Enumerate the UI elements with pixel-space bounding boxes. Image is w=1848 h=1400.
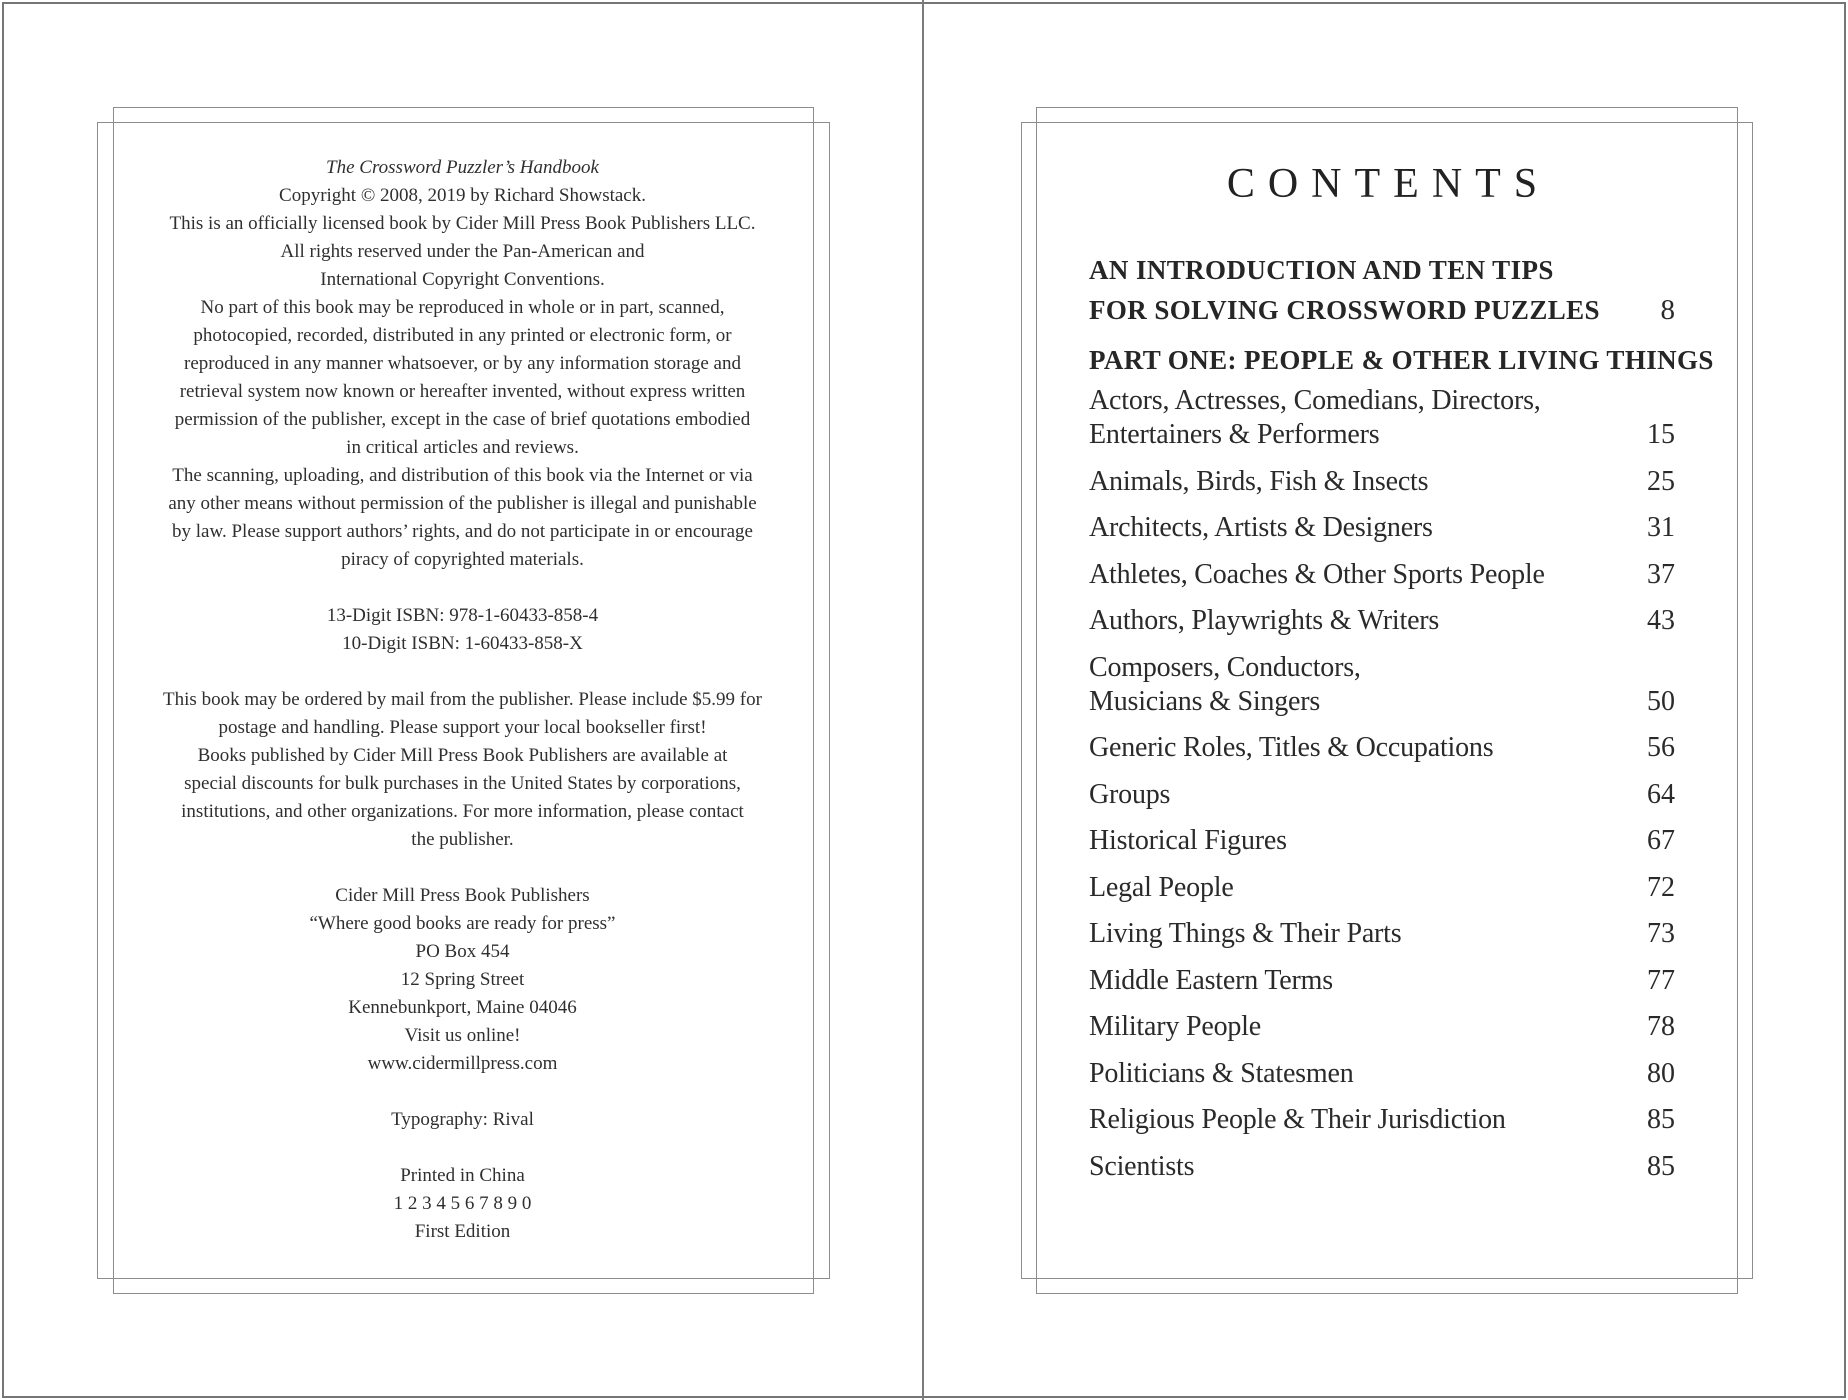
toc-entry xyxy=(1089,871,1675,905)
toc-entry xyxy=(1089,465,1675,499)
rights-line: International Copyright Conventions. xyxy=(320,269,605,290)
blank-line xyxy=(97,1078,828,1106)
toc-entry xyxy=(1089,558,1675,592)
toc-entry-title: Actors, Actresses, Comedians, Directors, xyxy=(1089,385,1541,416)
isbn-10: 10-Digit ISBN: 1-60433-858-X xyxy=(342,633,583,654)
toc-entry-title: Athletes, Coaches & Other Sports People xyxy=(1089,558,1545,590)
toc-entry-title: Religious People & Their Jurisdiction xyxy=(1089,1104,1506,1135)
toc-entry-title: Military People xyxy=(1089,1011,1261,1042)
contents-page xyxy=(1089,0,1714,1400)
visit-online-line: Visit us online! xyxy=(404,1025,521,1046)
copyright-page xyxy=(97,154,828,1246)
reproduction-notice-line: in critical articles and reviews. xyxy=(346,437,579,458)
isbn-13: 13-Digit ISBN: 978-1-60433-858-4 xyxy=(326,605,599,626)
piracy-notice-line: by law. Please support authors’ rights, and do not participate in or encourage xyxy=(172,521,753,542)
toc-entry xyxy=(1089,1057,1675,1091)
toc-page-number: 85 xyxy=(1647,1104,1675,1135)
toc-entry-title: Architects, Artists & Designers xyxy=(1089,512,1433,543)
toc-entry-title: Generic Roles, Titles & Occupations xyxy=(1089,732,1494,763)
toc-entry xyxy=(1089,964,1675,998)
toc-page-number: 31 xyxy=(1647,512,1675,543)
toc-page-number: 72 xyxy=(1647,871,1675,903)
toc-page-number: 15 xyxy=(1647,419,1675,450)
toc-entry xyxy=(1089,1010,1675,1044)
toc-entry xyxy=(1089,1150,1675,1184)
reproduction-notice-line: No part of this book may be reproduced in whole or in part, scanned, xyxy=(200,297,725,318)
reproduction-notice-line: retrieval system now known or hereafter invented, without express written xyxy=(179,381,746,402)
copyright-line: Copyright © 2008, 2019 by Richard Showstack. xyxy=(279,185,646,206)
edition-line: First Edition xyxy=(414,1221,511,1242)
printed-in-line: Printed in China xyxy=(400,1165,525,1186)
publisher-motto: “Where good books are ready for press” xyxy=(309,913,616,934)
toc-intro-line: FOR SOLVING CROSSWORD PUZZLES xyxy=(1089,295,1600,325)
publisher-po-box: PO Box 454 xyxy=(415,941,510,962)
toc-intro-entry xyxy=(1089,250,1675,330)
toc-entry-title: Entertainers & Performers xyxy=(1089,419,1380,450)
blank-line xyxy=(97,854,828,882)
toc-page-number: 8 xyxy=(1660,294,1675,326)
piracy-notice-line: any other means without permission of the publisher is illegal and punishable xyxy=(168,493,757,514)
toc-page-number: 67 xyxy=(1647,825,1675,856)
publisher-name: Cider Mill Press Book Publishers xyxy=(335,885,590,906)
typography-credit: Typography: Rival xyxy=(391,1109,534,1130)
toc-entry xyxy=(1089,1103,1675,1137)
toc-page-number: 25 xyxy=(1647,465,1675,497)
piracy-notice-line: piracy of copyrighted materials. xyxy=(341,549,584,570)
toc-entry-title: Politicians & Statesmen xyxy=(1089,1057,1354,1089)
toc-entry-title: Composers, Conductors, xyxy=(1089,651,1361,683)
toc-entry-title: Scientists xyxy=(1089,1150,1195,1182)
bulk-discount-line: institutions, and other organizations. For more information, please contact xyxy=(181,801,744,822)
toc-page-number: 78 xyxy=(1647,1011,1675,1042)
part-one-heading: PART ONE: PEOPLE & OTHER LIVING THINGS xyxy=(1089,345,1714,375)
toc-entry-title: Living Things & Their Parts xyxy=(1089,918,1402,949)
toc-entry-title: Legal People xyxy=(1089,871,1234,903)
toc-entry-title: Animals, Birds, Fish & Insects xyxy=(1089,465,1429,497)
book-title: The Crossword Puzzler’s Handbook xyxy=(326,157,599,178)
toc-entry-title: Historical Figures xyxy=(1089,825,1287,856)
reproduction-notice-line: permission of the publisher, except in the case of brief quotations embodied xyxy=(174,409,751,430)
ordering-info-line: This book may be ordered by mail from the publisher. Please include $5.99 for xyxy=(163,689,762,710)
blank-line xyxy=(97,574,828,602)
ordering-info-line: postage and handling. Please support your local bookseller first! xyxy=(218,717,707,738)
license-line: This is an officially licensed book by Cider Mill Press Book Publishers LLC. xyxy=(169,213,756,234)
blank-line xyxy=(97,1134,828,1162)
toc-page-number: 85 xyxy=(1647,1150,1675,1182)
bulk-discount-line: special discounts for bulk purchases in the United States by corporations, xyxy=(184,773,741,794)
toc-page-number: 80 xyxy=(1647,1057,1675,1089)
rights-line: All rights reserved under the Pan-American and xyxy=(280,241,645,262)
toc-entry xyxy=(1089,731,1675,765)
page-gutter-divider xyxy=(922,0,924,1400)
toc-entry xyxy=(1089,384,1675,452)
blank-line xyxy=(97,658,828,686)
contents-heading: CONTENTS xyxy=(1226,161,1551,207)
toc-intro-line: AN INTRODUCTION AND TEN TIPS xyxy=(1089,255,1554,285)
toc-entry-title: Musicians & Singers xyxy=(1089,685,1321,717)
toc-entry xyxy=(1089,511,1675,545)
toc-page-number: 64 xyxy=(1647,778,1675,810)
toc-entry-list xyxy=(1089,384,1675,1196)
toc-page-number: 56 xyxy=(1647,732,1675,763)
toc-entry xyxy=(1089,917,1675,951)
toc-entry xyxy=(1089,778,1675,812)
piracy-notice-line: The scanning, uploading, and distribution of this book via the Internet or via xyxy=(172,465,753,486)
publisher-website: www.cidermillpress.com xyxy=(367,1053,558,1074)
toc-entry-title: Middle Eastern Terms xyxy=(1089,964,1333,996)
toc-entry xyxy=(1089,651,1675,719)
toc-entry xyxy=(1089,824,1675,858)
reproduction-notice-line: reproduced in any manner whatsoever, or by any information storage and xyxy=(184,353,741,374)
bulk-discount-line: Books published by Cider Mill Press Book Publishers are available at xyxy=(197,745,728,766)
toc-entry-title: Groups xyxy=(1089,778,1171,810)
toc-entry xyxy=(1089,604,1675,638)
print-run-numbers: 1 2 3 4 5 6 7 8 9 0 xyxy=(393,1193,532,1214)
toc-page-number: 77 xyxy=(1647,964,1675,996)
toc-entry-title: Authors, Playwrights & Writers xyxy=(1089,605,1440,636)
publisher-city: Kennebunkport, Maine 04046 xyxy=(348,997,577,1018)
toc-page-number: 37 xyxy=(1647,558,1675,590)
publisher-street: 12 Spring Street xyxy=(400,969,525,990)
bulk-discount-line: the publisher. xyxy=(411,829,514,850)
reproduction-notice-line: photocopied, recorded, distributed in any printed or electronic form, or xyxy=(193,325,732,346)
toc-page-number: 43 xyxy=(1647,605,1675,636)
toc-page-number: 50 xyxy=(1647,685,1675,717)
toc-page-number: 73 xyxy=(1647,918,1675,949)
